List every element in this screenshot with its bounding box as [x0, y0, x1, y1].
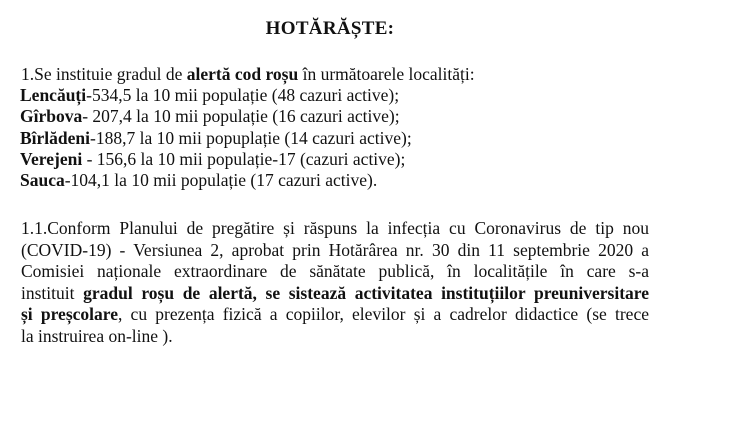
- locality-name: Lencăuți: [20, 85, 87, 105]
- locality-item: [20, 106, 412, 127]
- paragraph-bold-text: și preșcolare: [21, 304, 118, 325]
- locality-details: -534,5 la 10 mii populație (48 cazuri active);: [86, 85, 400, 105]
- locality-details: - 207,4 la 10 mii populație (16 cazuri active);: [82, 106, 400, 127]
- locality-name: Bîrlădeni: [20, 127, 91, 148]
- locality-details: - 156,6 la 10 mii populație-17 (cazuri active);: [82, 148, 406, 169]
- locality-item: [20, 128, 412, 149]
- localities-list: [20, 85, 412, 191]
- paragraph-line: la instruirea on-line ).: [21, 325, 173, 346]
- locality-name: Sauca: [20, 170, 65, 191]
- locality-details: -188,7 la 10 mii popuplație (14 cazuri active);: [90, 127, 412, 148]
- paragraph-bold-text: gradul roșu de alertă, se sistează activitatea instituțiilor preuniversitare: [83, 282, 649, 303]
- paragraph-line: 1.1.Conform Planului de pregătire și răspuns la infecția cu Coronavirus de tip nou: [21, 218, 649, 238]
- intro-line: [21, 64, 475, 85]
- paragraph-1-1: [21, 218, 649, 348]
- locality-details: -104,1 la 10 mii populație (17 cazuri active).: [64, 170, 378, 191]
- locality-name: Verejeni: [20, 148, 83, 169]
- paragraph-line: Comisiei naționale extraordinare de sănătate publică, în localitățile în care s-a: [21, 261, 649, 282]
- paragraph-text: instituit: [21, 282, 84, 303]
- intro-suffix: în următoarele localități:: [298, 64, 475, 84]
- intro-prefix: 1.Se instituie gradul de: [21, 64, 187, 84]
- paragraph-line: [21, 304, 649, 326]
- locality-name: Gîrbova: [20, 106, 83, 127]
- locality-item: [20, 85, 412, 106]
- paragraph-text: , cu prezența fizică a copiilor, elevilor și a cadrelor didactice (se trece: [117, 304, 649, 325]
- decision-heading: HOTĂRĂȘTE:: [265, 18, 395, 39]
- locality-item: [20, 149, 412, 170]
- paragraph-line: (COVID-19) - Versiunea 2, aprobat prin Hotărârea nr. 30 din 11 septembrie 2020 a: [21, 239, 649, 260]
- intro-bold: alertă cod roșu: [186, 64, 299, 84]
- locality-item: [20, 170, 412, 191]
- paragraph-line: [21, 283, 649, 305]
